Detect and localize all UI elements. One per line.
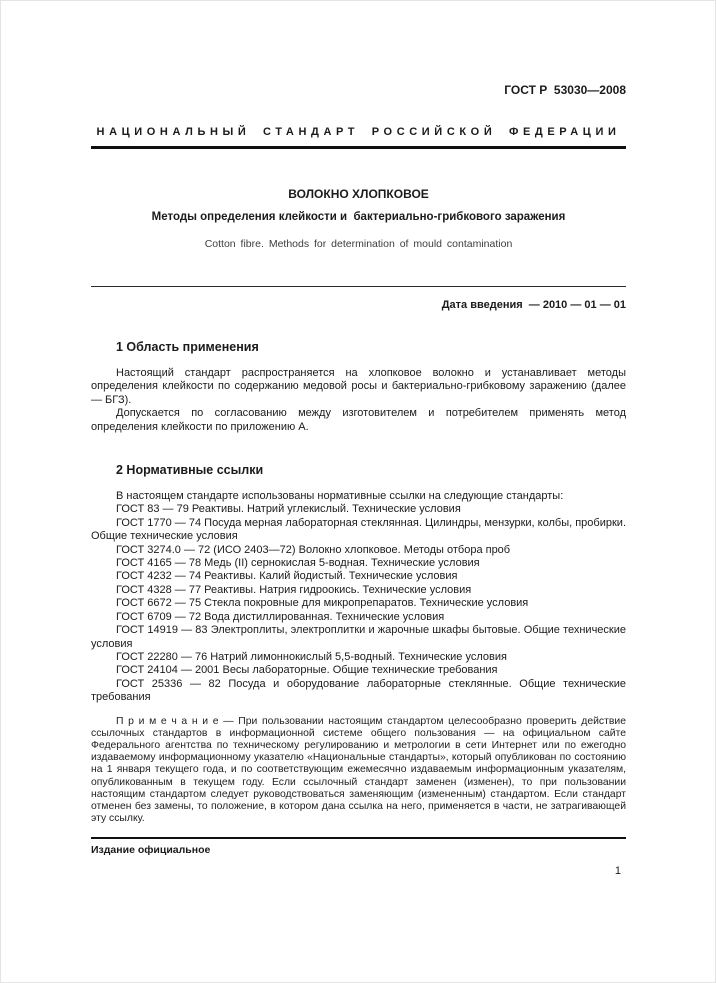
effective-date: Дата введения — 2010 — 01 — 01 — [441, 299, 626, 311]
document-subtitle: Методы определения клейкости и бактериально-грибкового заражения — [151, 211, 566, 223]
document-title: ВОЛОКНО ХЛОПКОВОЕ — [288, 187, 429, 201]
reference-item: ГОСТ 22280 — 76 Натрий лимоннокислый 5,5-водный. Технические условия — [116, 650, 507, 663]
reference-item: ГОСТ 83 — 79 Реактивы. Натрий углекислый. Технические условия — [116, 503, 461, 516]
section-2-heading: 2 Нормативные ссылки — [116, 463, 264, 478]
header-rule — [91, 146, 626, 149]
reference-item: ГОСТ 4165 — 78 Медь (II) сернокислая 5-водная. Технические условия — [116, 557, 480, 570]
page-number: 1 — [614, 865, 621, 877]
references-intro: В настоящем стандарте использованы нормативные ссылки на следующие стандарты: — [116, 490, 564, 503]
note-paragraph: П р и м е ч а н и е — При пользовании настоящим стандартом целесообразно проверить действие ссылочных стандартов в информационной системе общего пользования — на официальном сайте Федерального агентства по техническому регулированию и метрологии в сети Интернет или по ежегодно издаваемому информационному указателю «Национальные стандарты», который опубликован по состоянию на 1 января текущего года, и по соответствующим ежемесячно издаваемым информационным указателям, опубликованным в текущем году. Если ссылочный стандарт заменен (изменен), то при пользовании настоящим стандартом следует руководствоваться заменяющим (измененным) стандартом. Если стандарт отменен без замены, то положение, в котором дана ссылка на него, применяется в части, не затрагивающей эту ссылку. — [91, 715, 626, 825]
page-content — [1, 1, 715, 825]
national-standard-header: НАЦИОНАЛЬНЫЙ СТАНДАРТ РОССИЙСКОЙ ФЕДЕРАЦИИ — [96, 126, 621, 138]
reference-item: ГОСТ 24104 — 2001 Весы лабораторные. Общие технические требования — [116, 664, 498, 677]
reference-item: ГОСТ 3274.0 — 72 (ИСО 2403—72) Волокно хлопковое. Методы отбора проб — [116, 543, 511, 556]
reference-item: ГОСТ 6672 — 75 Стекла покровные для микропрепаратов. Технические условия — [116, 597, 529, 610]
reference-item: ГОСТ 14919 — 83 Электроплиты, электроплитки и жарочные шкафы бытовые. Общие технические условия — [91, 624, 626, 650]
section-1-heading: 1 Область применения — [116, 340, 259, 354]
doc-code: ГОСТ Р 53030—2008 — [504, 83, 626, 97]
paragraph: Допускается по согласованию между изготовителем и потребителем применять метод определения клейкости по приложению А. — [91, 407, 626, 433]
section-2-body — [91, 490, 626, 825]
official-edition-label: Издание официальное — [91, 844, 211, 856]
reference-item: ГОСТ 1770 — 74 Посуда мерная лабораторная стеклянная. Цилиндры, мензурки, колбы, пробирки. Общие технические условия — [91, 516, 626, 543]
paragraph: Настоящий стандарт распространяется на хлопковое волокно и устанавливает методы определения клейкости по содержанию медовой росы и бактериально-грибковому заражению (далее — БГЗ). — [91, 367, 626, 406]
reference-item: ГОСТ 25336 — 82 Посуда и оборудование лабораторные стеклянные. Общие технические требования — [91, 677, 626, 704]
reference-item: ГОСТ 6709 — 72 Вода дистиллированная. Технические условия — [116, 610, 445, 623]
reference-item: ГОСТ 4232 — 74 Реактивы. Калий йодистый. Технические условия — [116, 570, 458, 583]
document-subtitle-en: Cotton fibre. Methods for determination of mould contamination — [204, 238, 513, 250]
section-1-body — [91, 367, 626, 434]
title-divider — [91, 286, 626, 287]
reference-item: ГОСТ 4328 — 77 Реактивы. Натрия гидроокись. Технические условия — [116, 583, 472, 596]
footer-rule — [91, 837, 626, 839]
references-list — [91, 503, 626, 704]
